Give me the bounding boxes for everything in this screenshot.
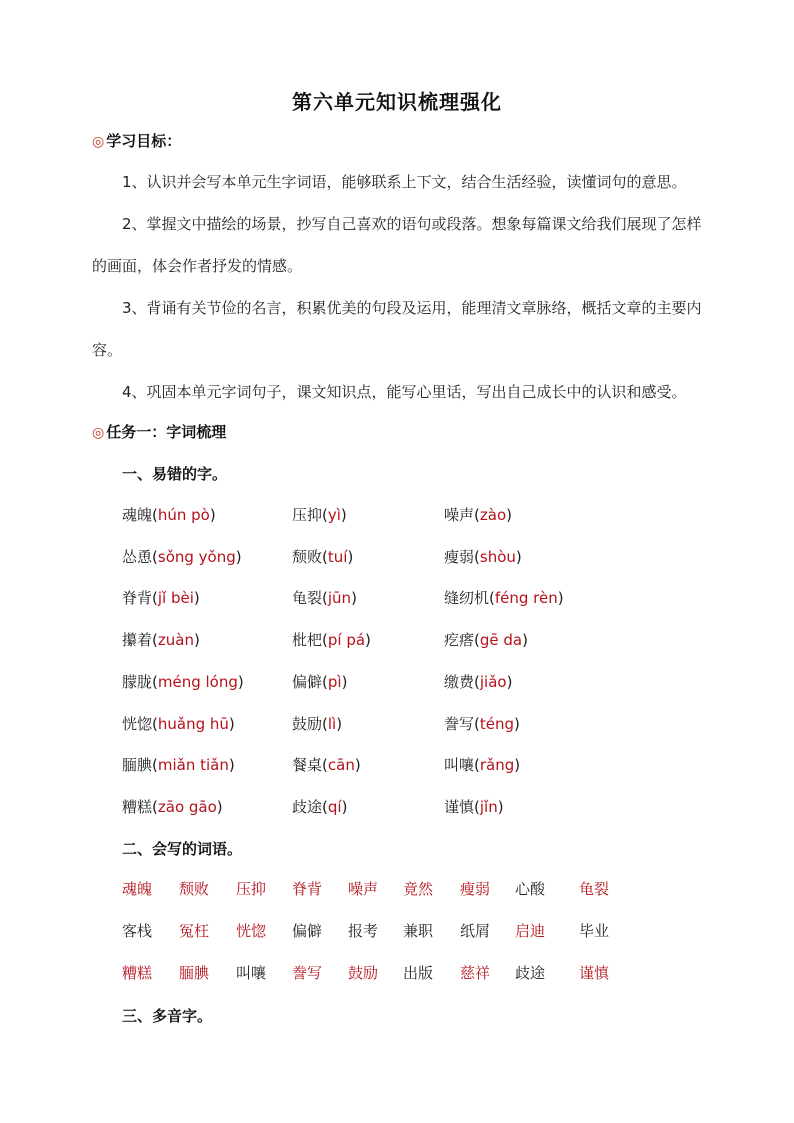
pinyin-entry [122, 671, 244, 692]
entry-word: 怂恿 [122, 547, 153, 566]
paren-open: ( [322, 589, 328, 608]
paren-close: ) [522, 631, 528, 650]
entry-pinyin: jǐn [479, 797, 498, 816]
entry-word: 腼腆 [122, 756, 153, 775]
goal-item-3 [92, 287, 704, 371]
pinyin-entry [292, 796, 347, 817]
entry-word: 歧途 [292, 797, 323, 816]
vocab-word: 毕业 [579, 922, 610, 940]
paren-close: ) [514, 756, 521, 775]
polyphone-heading: 三、多音字。 [122, 1007, 213, 1025]
paren-close: ) [354, 756, 361, 775]
entry-word: 恍惚 [122, 714, 153, 733]
goal-item-2-text: 2、掌握文中描绘的场景，抄写自己喜欢的语句或段落。想象每篇课文给我们展现了怎样的画面，体会作者抒发的情感。 [92, 215, 702, 275]
goals-heading-text: 学习目标： [106, 132, 182, 150]
entry-pinyin: sǒng yǒng [157, 547, 236, 566]
pinyin-entry [122, 629, 200, 650]
paren-open: ( [322, 714, 328, 733]
pinyin-entry [444, 754, 520, 775]
task1-heading-text: 任务一：字词梳理 [106, 423, 227, 441]
paren-close: ) [497, 797, 504, 816]
bullet-circle-icon: ◎ [92, 425, 105, 441]
pinyin-entry [292, 504, 347, 525]
paren-open: ( [322, 756, 328, 775]
paren-open: ( [474, 672, 480, 691]
vocab-word: 颓败 [179, 880, 210, 898]
paren-open: ( [152, 506, 158, 524]
paren-close: ) [514, 714, 520, 733]
entry-word: 魂魄 [122, 506, 153, 524]
vocab-word: 鼓励 [348, 964, 379, 982]
entry-pinyin: jǐ bèi [157, 589, 194, 608]
paren-open: ( [322, 797, 328, 816]
entry-word: 糟糕 [122, 797, 153, 816]
paren-close: ) [341, 672, 348, 691]
paren-close: ) [193, 589, 200, 608]
vocab-word: 启迪 [515, 922, 546, 940]
pinyin-entry [292, 671, 347, 692]
paren-open: ( [152, 631, 158, 650]
easy-wrong-heading: 一、易错的字。 [122, 465, 228, 483]
vocab-word: 噪声 [348, 880, 379, 898]
paren-open: ( [322, 631, 328, 650]
entry-pinyin: zào [479, 506, 507, 524]
entry-pinyin: cān [327, 756, 355, 775]
bullet-circle-icon: ◎ [92, 134, 105, 150]
entry-word: 疙瘩 [444, 631, 475, 650]
paren-close: ) [515, 547, 522, 566]
paren-close: ) [235, 547, 242, 566]
vocab-word: 腼腆 [179, 964, 210, 982]
entry-word: 噪声 [444, 506, 475, 524]
paren-open: ( [474, 547, 480, 566]
vocab-word: 誊写 [292, 964, 323, 982]
paren-close: ) [216, 797, 223, 816]
entry-word: 缝纫机 [444, 589, 490, 608]
paren-open: ( [474, 756, 480, 775]
paren-close: ) [228, 714, 235, 733]
words-heading: 二、会写的词语。 [122, 840, 243, 858]
paren-open: ( [322, 672, 328, 691]
paren-close: ) [506, 672, 513, 691]
paren-open: ( [152, 547, 158, 566]
goal-item-4-text: 4、巩固本单元字词句子，课文知识点，能写心里话，写出自己成长中的认识和感受。 [122, 383, 687, 401]
entry-pinyin: pì [327, 672, 342, 691]
vocab-word: 慈祥 [460, 964, 491, 982]
entry-pinyin: zuàn [157, 631, 194, 650]
pinyin-entry [444, 713, 520, 734]
vocab-word: 瘦弱 [460, 880, 491, 898]
paren-close: ) [336, 714, 343, 733]
paren-close: ) [506, 506, 512, 524]
entry-word: 瘦弱 [444, 547, 475, 566]
entry-word: 缴费 [444, 672, 475, 691]
pinyin-entry [444, 671, 512, 692]
entry-word: 枇杷 [292, 631, 323, 650]
paren-close: ) [228, 756, 235, 775]
entry-pinyin: lì [327, 714, 337, 733]
entry-pinyin: miǎn tiǎn [157, 756, 229, 775]
paren-close: ) [340, 506, 347, 524]
paren-open: ( [489, 589, 495, 608]
vocab-word: 竟然 [403, 880, 434, 898]
vocab-word: 报考 [348, 922, 379, 940]
vocab-word: 兼职 [403, 922, 434, 940]
entry-pinyin: jiǎo [479, 672, 507, 691]
vocab-word: 歧途 [515, 964, 546, 982]
pinyin-entry [292, 754, 361, 775]
entry-pinyin: yì [327, 506, 341, 524]
entry-pinyin: téng [479, 714, 515, 733]
vocab-word: 脊背 [292, 880, 323, 898]
paren-open: ( [152, 756, 158, 775]
pinyin-entry [444, 587, 564, 608]
vocab-word: 恍惚 [236, 922, 267, 940]
paren-close: ) [365, 631, 371, 650]
entry-word: 脊背 [122, 589, 153, 608]
entry-word: 朦胧 [122, 672, 153, 691]
paren-close: ) [193, 631, 200, 650]
entry-word: 叫嚷 [444, 756, 475, 775]
paren-open: ( [152, 672, 158, 691]
paren-close: ) [209, 506, 216, 524]
paren-close: ) [237, 672, 244, 691]
pinyin-entry [122, 713, 235, 734]
entry-pinyin: hún pò [157, 506, 210, 524]
goal-item-4 [92, 371, 704, 413]
vocab-word: 叫嚷 [236, 964, 267, 982]
paren-close: ) [341, 797, 348, 816]
vocab-word: 压抑 [236, 880, 267, 898]
goal-item-2 [92, 203, 704, 287]
vocab-word: 客栈 [122, 922, 153, 940]
paren-open: ( [152, 797, 158, 816]
pinyin-entry [444, 504, 512, 525]
entry-word: 餐桌 [292, 756, 323, 775]
entry-word: 压抑 [292, 506, 323, 524]
entry-pinyin: méng lóng [157, 672, 238, 691]
task1-heading [92, 421, 226, 442]
pinyin-entry [292, 546, 353, 567]
paren-close: ) [347, 547, 354, 566]
paren-open: ( [152, 714, 158, 733]
entry-pinyin: féng rèn [494, 589, 558, 608]
goal-item-1 [92, 161, 704, 203]
pinyin-entry [122, 587, 200, 608]
vocab-word: 偏僻 [292, 922, 323, 940]
paren-open: ( [474, 631, 480, 650]
entry-pinyin: shòu [479, 547, 516, 566]
vocab-word: 谨慎 [579, 964, 610, 982]
pinyin-entry [292, 587, 357, 608]
vocab-word: 龟裂 [579, 880, 610, 898]
vocab-word: 出版 [403, 964, 434, 982]
pinyin-entry [292, 629, 371, 650]
pinyin-entry [122, 754, 235, 775]
goal-item-3-text: 3、背诵有关节俭的名言，积累优美的句段及运用，能理清文章脉络，概括文章的主要内容。 [92, 299, 702, 359]
paren-close: ) [351, 589, 357, 608]
entry-word: 龟裂 [292, 589, 323, 608]
entry-word: 颓败 [292, 547, 323, 566]
vocab-word: 冤枉 [179, 922, 210, 940]
page-title: 第六单元知识梳理强化 [292, 90, 502, 114]
entry-pinyin: huǎng hū [157, 714, 229, 733]
entry-word: 誊写 [444, 714, 475, 733]
paren-open: ( [474, 797, 480, 816]
entry-pinyin: pí pá [327, 631, 366, 650]
entry-pinyin: zāo gāo [157, 797, 217, 816]
paren-open: ( [474, 714, 480, 733]
paren-open: ( [322, 547, 328, 566]
entry-word: 鼓励 [292, 714, 323, 733]
paren-open: ( [152, 589, 158, 608]
entry-pinyin: qí [327, 797, 342, 816]
paren-open: ( [322, 506, 328, 524]
pinyin-entry [122, 546, 242, 567]
pinyin-entry [444, 546, 522, 567]
entry-word: 谨慎 [444, 797, 475, 816]
entry-word: 偏僻 [292, 672, 323, 691]
pinyin-entry [292, 713, 342, 734]
vocab-word: 心酸 [515, 880, 546, 898]
paren-close: ) [557, 589, 564, 608]
paren-open: ( [474, 506, 480, 524]
pinyin-entry [122, 796, 223, 817]
entry-word: 攥着 [122, 631, 153, 650]
entry-pinyin: tuí [327, 547, 348, 566]
vocab-word: 纸屑 [460, 922, 491, 940]
entry-pinyin: rǎng [479, 756, 515, 775]
entry-pinyin: jūn [327, 589, 352, 608]
pinyin-entry [444, 796, 504, 817]
entry-pinyin: gē da [479, 631, 523, 650]
pinyin-entry [444, 629, 528, 650]
goals-heading [92, 130, 181, 151]
vocab-word: 魂魄 [122, 880, 153, 898]
pinyin-entry [122, 504, 216, 525]
vocab-word: 糟糕 [122, 964, 153, 982]
goal-item-1-text: 1、认识并会写本单元生字词语，能够联系上下文，结合生活经验，读懂词句的意思。 [122, 173, 687, 191]
